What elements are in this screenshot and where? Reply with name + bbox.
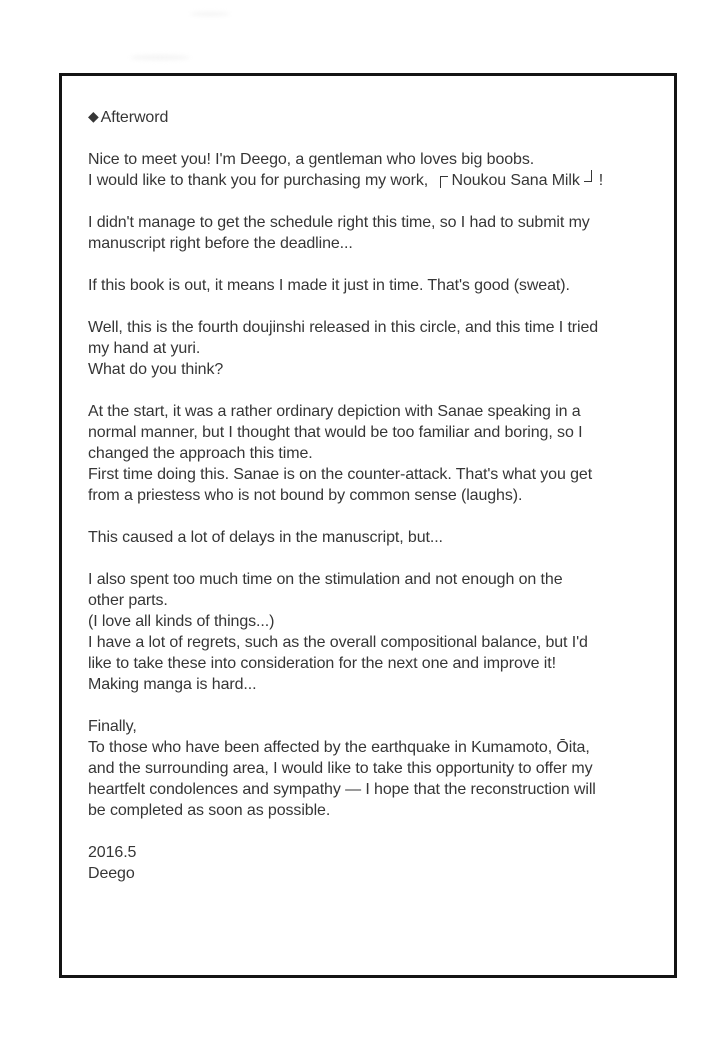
corner-bracket-open-icon bbox=[440, 176, 448, 188]
diamond-bullet-icon: ◆ bbox=[88, 108, 99, 124]
paragraph bbox=[88, 212, 656, 254]
text-line: Finally, bbox=[88, 718, 137, 735]
text-line: This caused a lot of delays in the manuscript, but... bbox=[88, 529, 443, 546]
text-line: Well, this is the fourth doujinshi released in this circle, and this time I tried bbox=[88, 319, 599, 336]
text-line: I also spent too much time on the stimulation and not enough on the bbox=[88, 571, 563, 588]
text-line: my hand at yuri. bbox=[88, 340, 201, 357]
paragraph bbox=[88, 527, 656, 548]
paragraph bbox=[88, 275, 656, 296]
text-line: manuscript right before the deadline... bbox=[88, 235, 353, 252]
text-line: Nice to meet you! I'm Deego, a gentleman who loves big boobs. bbox=[88, 151, 535, 168]
afterword-body bbox=[88, 149, 656, 884]
text-line: be completed as soon as possible. bbox=[88, 802, 331, 819]
afterword-page-frame bbox=[59, 73, 677, 978]
afterword-heading-label: Afterword bbox=[100, 109, 169, 126]
text-line: and the surrounding area, I would like to take this opportunity to offer my bbox=[88, 760, 593, 777]
afterword-heading bbox=[88, 106, 656, 128]
text-line: heartfelt condolences and sympathy — I hope that the reconstruction will bbox=[88, 781, 596, 798]
text-line: other parts. bbox=[88, 592, 168, 609]
paragraph bbox=[88, 716, 656, 821]
paragraph bbox=[88, 842, 656, 884]
text-line: normal manner, but I thought that would be too familiar and boring, so I bbox=[88, 424, 583, 441]
text-line: I didn't manage to get the schedule right this time, so I had to submit my bbox=[88, 214, 590, 231]
text-line: 2016.5 bbox=[88, 844, 137, 861]
text-line: I have a lot of regrets, such as the overall compositional balance, but I'd bbox=[88, 634, 588, 651]
text-line: Making manga is hard... bbox=[88, 676, 257, 693]
paragraph bbox=[88, 569, 656, 695]
text-line: To those who have been affected by the earthquake in Kumamoto, Ōita, bbox=[88, 739, 590, 756]
paragraph bbox=[88, 317, 656, 380]
scan-smudge bbox=[190, 12, 230, 16]
afterword-content bbox=[62, 76, 674, 884]
scan-smudge bbox=[130, 55, 190, 60]
corner-bracket-close-icon bbox=[584, 170, 592, 182]
text-line: If this book is out, it means I made it just in time. That's good (sweat). bbox=[88, 277, 570, 294]
paragraph bbox=[88, 149, 656, 191]
text-line: (I love all kinds of things...) bbox=[88, 613, 275, 630]
text-line: Deego bbox=[88, 865, 135, 882]
text-line: What do you think? bbox=[88, 361, 224, 378]
text-line: At the start, it was a rather ordinary depiction with Sanae speaking in a bbox=[88, 403, 581, 420]
text-line: like to take these into consideration for the next one and improve it! bbox=[88, 655, 556, 672]
text-line: from a priestess who is not bound by common sense (laughs). bbox=[88, 487, 523, 504]
text-line: changed the approach this time. bbox=[88, 445, 313, 462]
text-line: First time doing this. Sanae is on the counter-attack. That's what you get bbox=[88, 466, 593, 483]
text-line: I would like to thank you for purchasing my work, Noukou Sana Milk ! bbox=[88, 172, 604, 189]
paragraph bbox=[88, 401, 656, 506]
